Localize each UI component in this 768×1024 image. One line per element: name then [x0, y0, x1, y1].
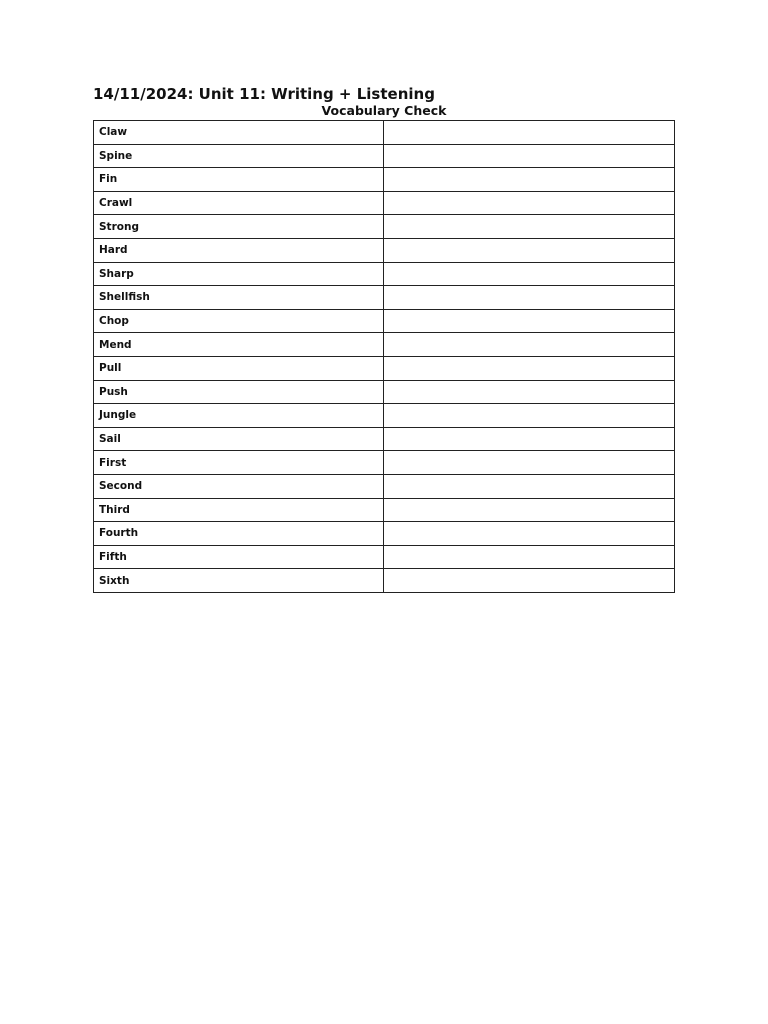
- answer-cell[interactable]: [384, 121, 675, 145]
- page-title: 14/11/2024: Unit 11: Writing + Listening: [93, 85, 435, 103]
- answer-cell[interactable]: [384, 286, 675, 310]
- vocabulary-word: Jungle: [94, 404, 384, 428]
- answer-cell[interactable]: [384, 498, 675, 522]
- vocabulary-table: [93, 120, 675, 593]
- table-row: [94, 451, 675, 475]
- table-row: [94, 144, 675, 168]
- answer-cell[interactable]: [384, 168, 675, 192]
- table-row: [94, 356, 675, 380]
- table-row: [94, 404, 675, 428]
- vocabulary-word: First: [94, 451, 384, 475]
- vocabulary-word: Chop: [94, 309, 384, 333]
- answer-cell[interactable]: [384, 380, 675, 404]
- vocabulary-word: Strong: [94, 215, 384, 239]
- table-row: [94, 474, 675, 498]
- vocabulary-word: Push: [94, 380, 384, 404]
- table-row: [94, 215, 675, 239]
- answer-cell[interactable]: [384, 451, 675, 475]
- answer-cell[interactable]: [384, 191, 675, 215]
- vocabulary-word: Fourth: [94, 522, 384, 546]
- answer-cell[interactable]: [384, 427, 675, 451]
- answer-cell[interactable]: [384, 144, 675, 168]
- answer-cell[interactable]: [384, 262, 675, 286]
- table-row: [94, 191, 675, 215]
- answer-cell[interactable]: [384, 333, 675, 357]
- vocabulary-word: Pull: [94, 356, 384, 380]
- table-row: [94, 380, 675, 404]
- vocabulary-word: Sixth: [94, 569, 384, 593]
- table-row: [94, 309, 675, 333]
- answer-cell[interactable]: [384, 309, 675, 333]
- table-row: [94, 286, 675, 310]
- answer-cell[interactable]: [384, 522, 675, 546]
- answer-cell[interactable]: [384, 404, 675, 428]
- vocabulary-table-body: [94, 121, 675, 593]
- answer-cell[interactable]: [384, 474, 675, 498]
- answer-cell[interactable]: [384, 545, 675, 569]
- vocabulary-word: Sharp: [94, 262, 384, 286]
- table-row: [94, 522, 675, 546]
- answer-cell[interactable]: [384, 238, 675, 262]
- table-row: [94, 238, 675, 262]
- vocabulary-word: Sail: [94, 427, 384, 451]
- answer-cell[interactable]: [384, 215, 675, 239]
- vocabulary-word: Claw: [94, 121, 384, 145]
- table-row: [94, 262, 675, 286]
- answer-cell[interactable]: [384, 569, 675, 593]
- vocabulary-word: Shellfish: [94, 286, 384, 310]
- answer-cell[interactable]: [384, 356, 675, 380]
- table-row: [94, 121, 675, 145]
- vocabulary-word: Second: [94, 474, 384, 498]
- table-row: [94, 168, 675, 192]
- vocabulary-word: Hard: [94, 238, 384, 262]
- table-caption: Vocabulary Check: [321, 103, 447, 118]
- vocabulary-word: Crawl: [94, 191, 384, 215]
- table-row: [94, 545, 675, 569]
- table-row: [94, 427, 675, 451]
- table-row: [94, 333, 675, 357]
- vocabulary-word: Fifth: [94, 545, 384, 569]
- vocabulary-word: Spine: [94, 144, 384, 168]
- table-row: [94, 498, 675, 522]
- vocabulary-word: Fin: [94, 168, 384, 192]
- vocabulary-word: Third: [94, 498, 384, 522]
- table-row: [94, 569, 675, 593]
- vocabulary-word: Mend: [94, 333, 384, 357]
